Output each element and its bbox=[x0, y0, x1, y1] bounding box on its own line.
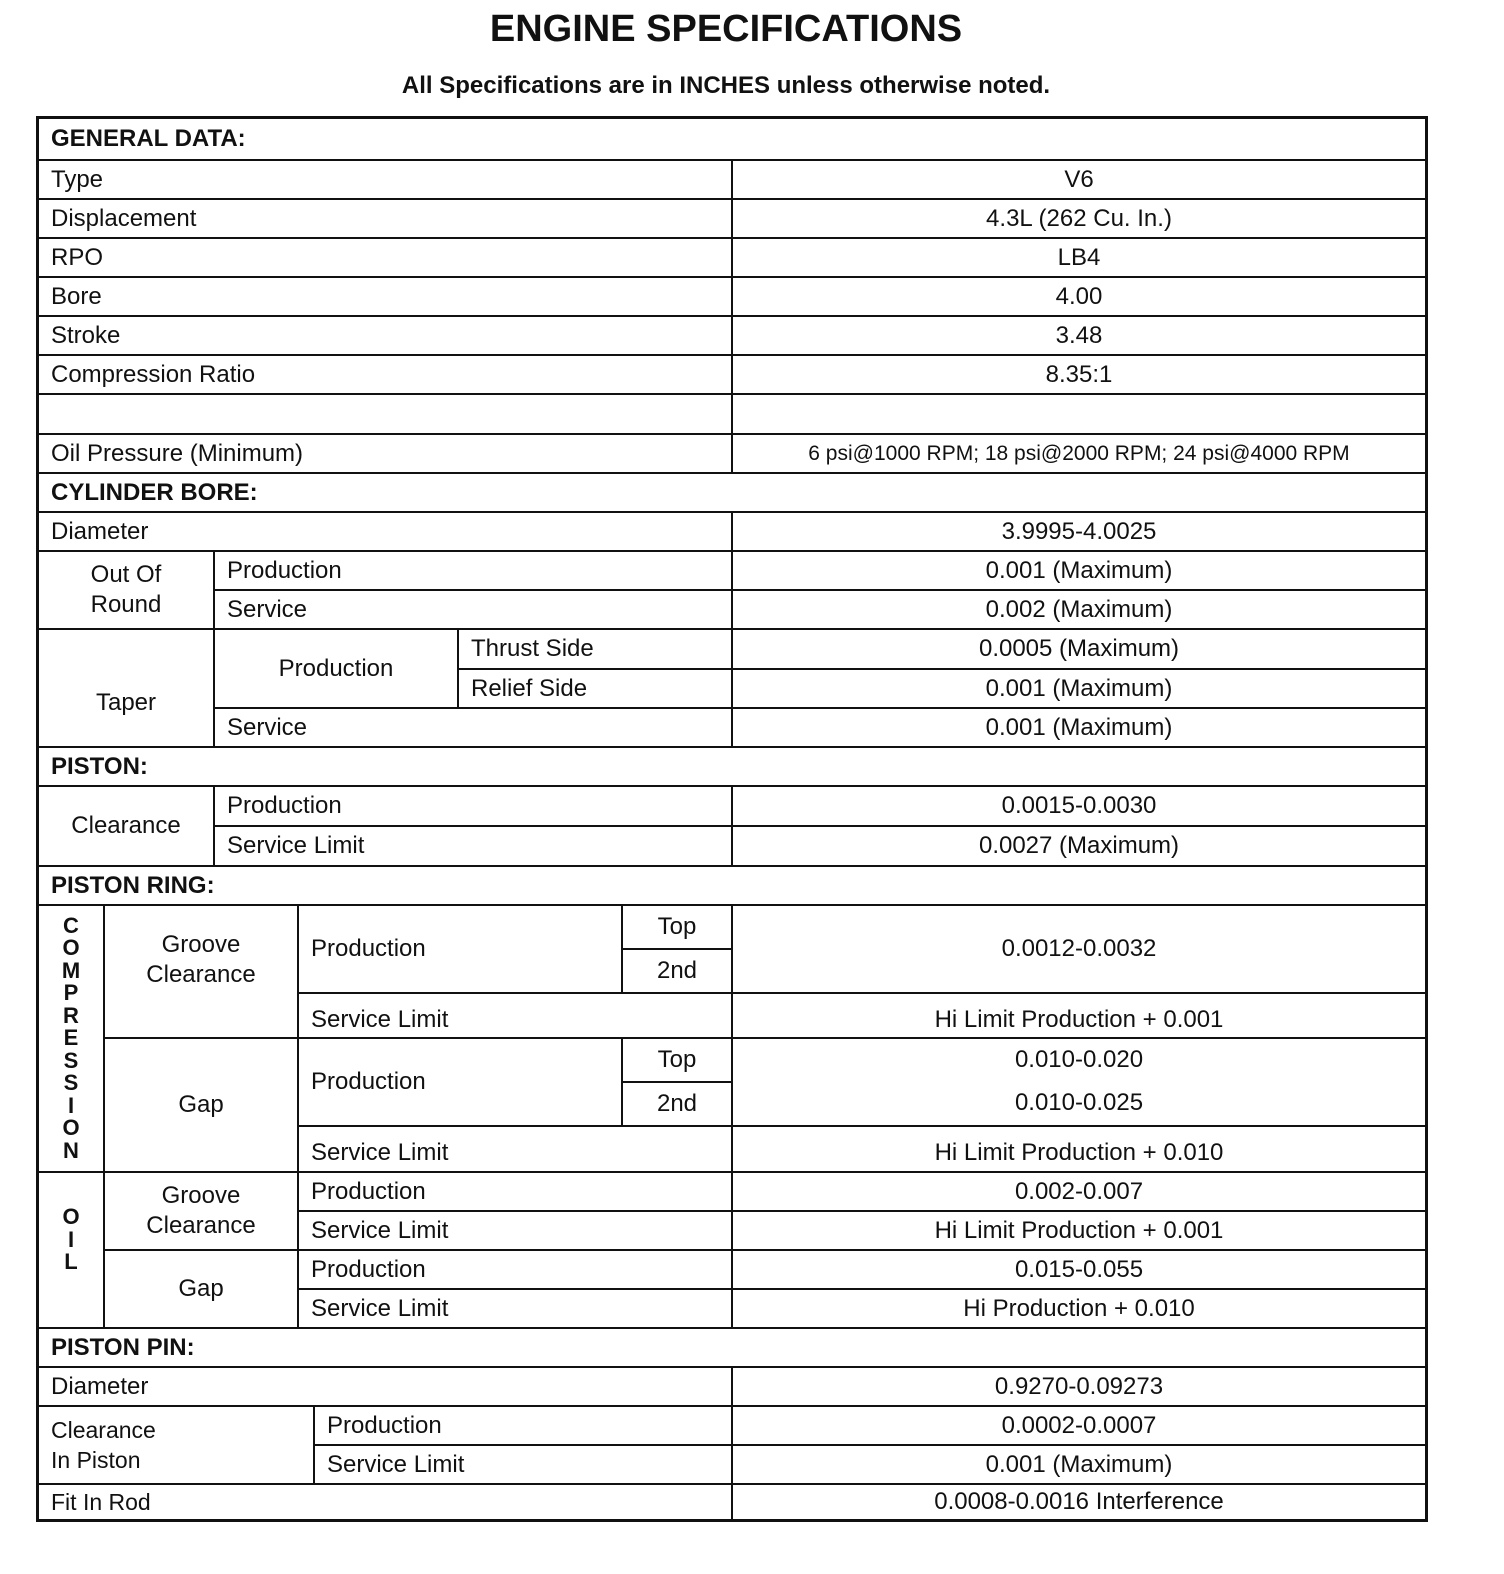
section-heading-cylinder-bore: CYLINDER BORE: bbox=[39, 472, 1425, 511]
spec-value: Hi Limit Production + 0.001 bbox=[731, 992, 1425, 1037]
spec-label: Production bbox=[297, 1037, 621, 1125]
spec-label: Service Limit bbox=[313, 1444, 731, 1483]
taper-production-label: Production bbox=[213, 628, 457, 707]
spec-value: 0.0027 (Maximum) bbox=[731, 825, 1425, 865]
spec-value: 0.0002-0.0007 bbox=[731, 1405, 1425, 1444]
spec-label: Service Limit bbox=[213, 825, 731, 865]
spec-label: Diameter bbox=[39, 511, 731, 550]
ring-second-label: 2nd bbox=[621, 948, 731, 992]
spec-value: 0.9270-0.09273 bbox=[731, 1366, 1425, 1405]
out-of-round-label-line2: Round bbox=[90, 591, 162, 618]
spec-label: Displacement bbox=[39, 198, 731, 237]
spec-label: Production bbox=[297, 1171, 731, 1210]
spec-value: 0.001 (Maximum) bbox=[731, 1444, 1425, 1483]
ring-top-label: Top bbox=[621, 904, 731, 948]
spec-value: 0.002-0.007 bbox=[731, 1171, 1425, 1210]
spec-label: Production bbox=[297, 1249, 731, 1288]
spec-label: Service bbox=[213, 707, 731, 746]
section-heading-piston-ring: PISTON RING: bbox=[39, 865, 1425, 904]
spec-value: 0.0005 (Maximum) bbox=[731, 628, 1425, 668]
spec-value: 3.9995-4.0025 bbox=[731, 511, 1425, 550]
spec-value: 0.001 (Maximum) bbox=[731, 550, 1425, 589]
spec-value: 0.0015-0.0030 bbox=[731, 785, 1425, 825]
spec-value: 0.0008-0.0016 Interference bbox=[731, 1483, 1425, 1519]
spec-value: Hi Limit Production + 0.010 bbox=[731, 1125, 1425, 1171]
spec-label: Compression Ratio bbox=[39, 354, 731, 393]
section-heading-piston: PISTON: bbox=[39, 746, 1425, 785]
ring-top-label: Top bbox=[621, 1037, 731, 1081]
spec-label: Thrust Side bbox=[457, 628, 731, 668]
piston-clearance-label: Clearance bbox=[39, 785, 213, 865]
spec-label: Production bbox=[213, 785, 731, 825]
spec-label: Service bbox=[213, 589, 731, 628]
engine-spec-table bbox=[36, 116, 1428, 1522]
spec-value-empty bbox=[731, 393, 1425, 433]
spec-label: Production bbox=[313, 1405, 731, 1444]
spec-value: 0.0012-0.0032 bbox=[731, 904, 1425, 992]
spec-label: Service Limit bbox=[297, 992, 731, 1037]
compression-groove-clearance-label: Groove Clearance bbox=[103, 904, 297, 1037]
oil-vertical-label: O I L bbox=[39, 1171, 103, 1327]
spec-label: Fit In Rod bbox=[39, 1483, 731, 1519]
spec-value: 4.00 bbox=[731, 276, 1425, 315]
spec-label: Production bbox=[297, 904, 621, 992]
spec-label: Service Limit bbox=[297, 1288, 731, 1327]
clearance-in-piston-label: Clearance In Piston bbox=[39, 1405, 313, 1483]
out-of-round-label-line1: Out Of bbox=[90, 561, 162, 588]
spec-label: Stroke bbox=[39, 315, 731, 354]
ring-second-label: 2nd bbox=[621, 1081, 731, 1125]
spec-value: Hi Limit Production + 0.001 bbox=[731, 1210, 1425, 1249]
spec-label: Type bbox=[39, 159, 731, 198]
spec-label: Oil Pressure (Minimum) bbox=[39, 433, 731, 472]
spec-label: Production bbox=[213, 550, 731, 589]
compression-vertical-label: C O M P R E S S I O N bbox=[39, 904, 103, 1171]
spec-value: 0.010-0.020 bbox=[731, 1037, 1425, 1081]
spec-label: Service Limit bbox=[297, 1125, 731, 1171]
spec-value: 0.001 (Maximum) bbox=[731, 707, 1425, 746]
spec-label: Diameter bbox=[39, 1366, 731, 1405]
spec-value: 6 psi@1000 RPM; 18 psi@2000 RPM; 24 psi@4000 RPM bbox=[731, 433, 1425, 472]
page-title: ENGINE SPECIFICATIONS bbox=[489, 8, 963, 50]
spec-label: Bore bbox=[39, 276, 731, 315]
section-heading-general-data: GENERAL DATA: bbox=[51, 125, 246, 152]
spec-value: LB4 bbox=[731, 237, 1425, 276]
spec-value: V6 bbox=[731, 159, 1425, 198]
spec-label: Relief Side bbox=[457, 668, 731, 707]
spec-value: 0.002 (Maximum) bbox=[731, 589, 1425, 628]
page-subtitle: All Specifications are in INCHES unless otherwise noted. bbox=[401, 72, 1051, 99]
spec-label-empty bbox=[39, 393, 731, 433]
taper-label: Taper bbox=[39, 628, 213, 746]
oil-groove-clearance-label: Groove Clearance bbox=[103, 1171, 297, 1249]
spec-value: 0.010-0.025 bbox=[731, 1081, 1425, 1125]
spec-value: 4.3L (262 Cu. In.) bbox=[731, 198, 1425, 237]
spec-label: Service Limit bbox=[297, 1210, 731, 1249]
spec-value: 0.015-0.055 bbox=[731, 1249, 1425, 1288]
spec-value: 3.48 bbox=[731, 315, 1425, 354]
section-heading-piston-pin: PISTON PIN: bbox=[39, 1327, 1425, 1366]
spec-value: 0.001 (Maximum) bbox=[731, 668, 1425, 707]
oil-gap-label: Gap bbox=[103, 1249, 297, 1327]
spec-value: 8.35:1 bbox=[731, 354, 1425, 393]
spec-label: RPO bbox=[39, 237, 731, 276]
spec-value: Hi Production + 0.010 bbox=[731, 1288, 1425, 1327]
compression-gap-label: Gap bbox=[103, 1037, 297, 1171]
out-of-round-label bbox=[39, 550, 213, 628]
